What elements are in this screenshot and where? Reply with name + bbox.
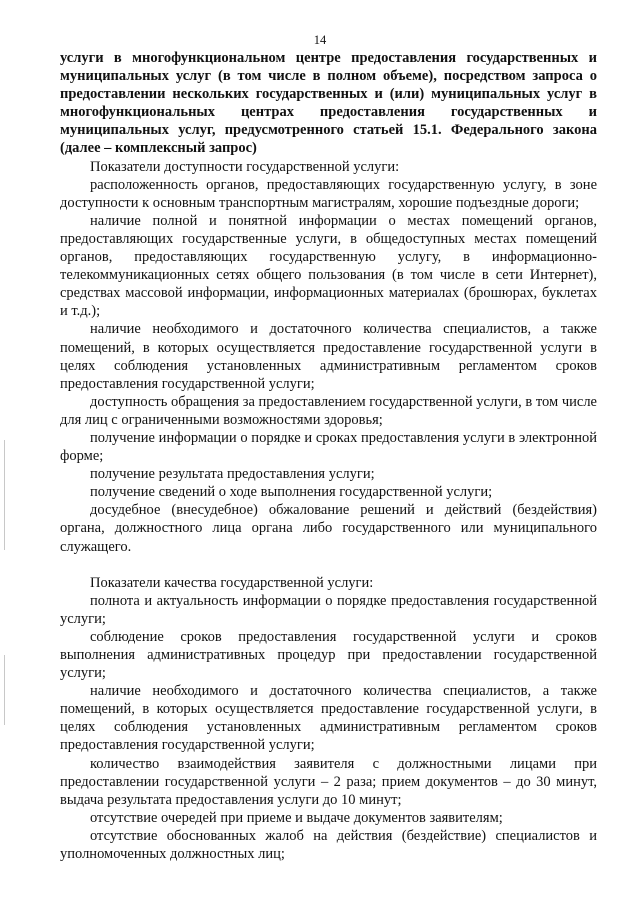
- lead-paragraph: услуги в многофункциональном центре предоставления государственных и муниципальных услуг (в том числе в полном объеме), посредством запроса о предоставлении нескольких государственных и (или) муниципальных услуг в многофункциональных центрах предоставления государственных и муниципальных услуг, предусмотренного статьей 15.1. Федерального закона (далее – комплексный запрос): [60, 50, 597, 157]
- scan-edge-mark-bottom: [4, 655, 5, 725]
- accessibility-item: получение информации о порядке и сроках предоставления услуги в электронной форме;: [60, 429, 597, 465]
- quality-item: соблюдение сроков предоставления государственной услуги и сроков выполнения административных процедур при предоставлении государственной услуги;: [60, 628, 597, 682]
- accessibility-item: досудебное (внесудебное) обжалование решений и действий (бездействия) органа, должностного лица органа либо государственного или муниципального служащего.: [60, 502, 597, 555]
- quality-item: отсутствие обоснованных жалоб на действия (бездействие) специалистов и уполномоченных должностных лиц;: [60, 827, 597, 863]
- accessibility-item: наличие необходимого и достаточного количества специалистов, а также помещений, в которых осуществляется предоставление государственной услуги в целях соблюдения установленных административным регламентом сроков предоставления государственной услуги;: [60, 321, 597, 392]
- accessibility-item: получение результата предоставления услуги;: [90, 466, 375, 483]
- quality-item: наличие необходимого и достаточного количества специалистов, а также помещений, в которых осуществляется предоставление государственной услуги, в целях соблюдения установленных административным регламентом сроков предоставления государственной услуги;: [60, 683, 597, 754]
- quality-item: отсутствие очередей при приеме и выдаче документов заявителям;: [90, 809, 503, 826]
- accessibility-heading: Показатели доступности государственной услуги:: [90, 158, 400, 175]
- accessibility-item: наличие полной и понятной информации о местах помещений органов, предоставляющих государственные услуги, в общедоступных местах помещений органов, предоставляющих государственную услугу, в информационно-телекоммуникационных сетях общего пользования (в том числе в сети Интернет), средствах массовой информации, информационных материалах (брошюрах, буклетах и т.д.);: [60, 212, 597, 320]
- quality-item: полнота и актуальность информации о порядке предоставления государственной услуги;: [60, 592, 597, 627]
- accessibility-item: получение сведений о ходе выполнения государственной услуги;: [90, 484, 493, 501]
- accessibility-item: доступность обращения за предоставлением государственной услуги, в том числе для лиц с ограниченными возможностями здоровья;: [60, 393, 597, 428]
- document-body: [60, 49, 597, 863]
- quality-item: количество взаимодействия заявителя с должностными лицами при предоставлении государственной услуги – 2 раза; прием документов – до 30 минут, выдача результата предоставления услуги до 10 минут;: [60, 755, 597, 808]
- accessibility-item: расположенность органов, предоставляющих государственную услугу, в зоне доступности к основным транспортным магистралям, хорошие подъездные дороги;: [60, 176, 597, 211]
- page-number: 14: [313, 33, 327, 47]
- scan-edge-mark-top: [4, 440, 5, 550]
- quality-heading: Показатели качества государственной услуги:: [90, 574, 374, 591]
